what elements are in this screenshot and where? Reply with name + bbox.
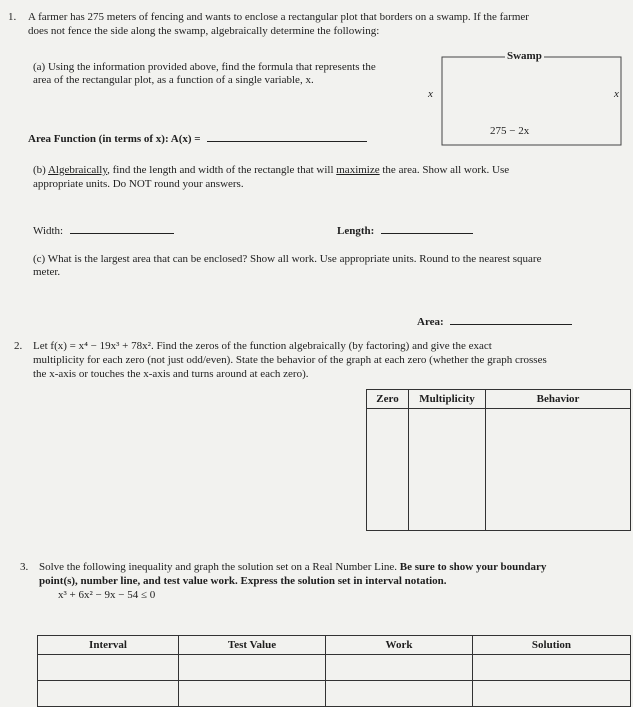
table-header-solution: Solution: [473, 636, 631, 655]
q1c-line2: meter.: [33, 266, 61, 278]
q1a-line2: area of the rectangular plot, as a function of a single variable, x.: [33, 74, 314, 86]
diagram-left-x: x: [428, 88, 433, 100]
length-label: Length:: [337, 225, 375, 237]
length-row: [337, 223, 473, 238]
table-header-work: Work: [326, 636, 473, 655]
q2-number: 2.: [14, 340, 23, 352]
inequality-table: [37, 635, 631, 707]
width-label: Width:: [33, 225, 64, 237]
zeros-header-zero: Zero: [367, 390, 409, 409]
q1-number: 1.: [8, 11, 17, 23]
q2-line3: the x-axis or touches the x-axis and turns around at each zero).: [33, 368, 309, 380]
diagram-bottom-label: 275 − 2x: [490, 125, 530, 137]
q3-inequality: x³ + 6x² − 9x − 54 ≤ 0: [58, 589, 156, 601]
q1c-line1: (c) What is the largest area that can be enclosed? Show all work. Use appropriate units. Round to the nearest square: [33, 253, 542, 265]
zeros-table: [366, 389, 631, 531]
test-value-cell[interactable]: [179, 681, 326, 707]
q1b-maximize: maximize: [336, 164, 380, 176]
interval-cell[interactable]: [38, 655, 179, 681]
solution-cell[interactable]: [473, 655, 631, 681]
q2-line1: Let f(x) = x⁴ − 19x³ + 78x². Find the zeros of the function algebraically (by factoring) and give the exact: [33, 340, 492, 352]
q3-line2: point(s), number line, and test value work. Express the solution set in interval notation.: [39, 575, 447, 587]
area-function-label: Area Function (in terms of x): A(x) =: [28, 133, 201, 145]
q2-line2: multiplicity for each zero (not just odd/even). State the behavior of the graph at each zero (whether the graph crosses: [33, 354, 547, 366]
q1b-prefix: (b): [33, 164, 46, 176]
work-cell[interactable]: [326, 681, 473, 707]
area-label: Area:: [417, 316, 444, 328]
q1b-end: the area. Show all work. Use: [382, 164, 510, 176]
test-value-cell[interactable]: [179, 655, 326, 681]
width-row: [33, 223, 174, 238]
interval-cell[interactable]: [38, 681, 179, 707]
width-blank[interactable]: [70, 223, 174, 234]
q1-prompt-line1: A farmer has 275 meters of fencing and wants to enclose a rectangular plot that borders on a swamp. If the farmer: [28, 11, 529, 23]
q3-line1-bold: Be sure to show your boundary: [399, 561, 547, 573]
zeros-header-behavior: Behavior: [486, 390, 631, 409]
zeros-cell[interactable]: [367, 409, 409, 531]
q1a-line1: (a) Using the information provided above, find the formula that represents the: [33, 61, 376, 73]
area-function-row: [28, 131, 367, 146]
q3-line1: [39, 561, 546, 574]
area-row: [417, 314, 572, 329]
diagram-swamp-label: Swamp: [507, 50, 542, 62]
q1b-algebraically: Algebraically: [47, 164, 108, 176]
table-header-interval: Interval: [38, 636, 179, 655]
q1-prompt-line2: does not fence the side along the swamp, algebraically determine the following:: [28, 25, 380, 37]
q3-line1-text: Solve the following inequality and graph the solution set on a Real Number Line.: [39, 561, 398, 573]
zeros-header-multiplicity: Multiplicity: [409, 390, 486, 409]
area-blank[interactable]: [450, 314, 572, 325]
q3-number: 3.: [20, 561, 29, 573]
q1b-line2: appropriate units. Do NOT round your answers.: [33, 178, 244, 190]
multiplicity-cell[interactable]: [409, 409, 486, 531]
length-blank[interactable]: [381, 223, 473, 234]
solution-cell[interactable]: [473, 681, 631, 707]
work-cell[interactable]: [326, 655, 473, 681]
q1b-line1: [33, 164, 509, 177]
q1b-mid: , find the length and width of the rectangle that will: [107, 164, 334, 176]
table-header-test-value: Test Value: [179, 636, 326, 655]
behavior-cell[interactable]: [486, 409, 631, 531]
area-function-blank[interactable]: [207, 131, 367, 142]
diagram-right-x: x: [614, 88, 619, 100]
